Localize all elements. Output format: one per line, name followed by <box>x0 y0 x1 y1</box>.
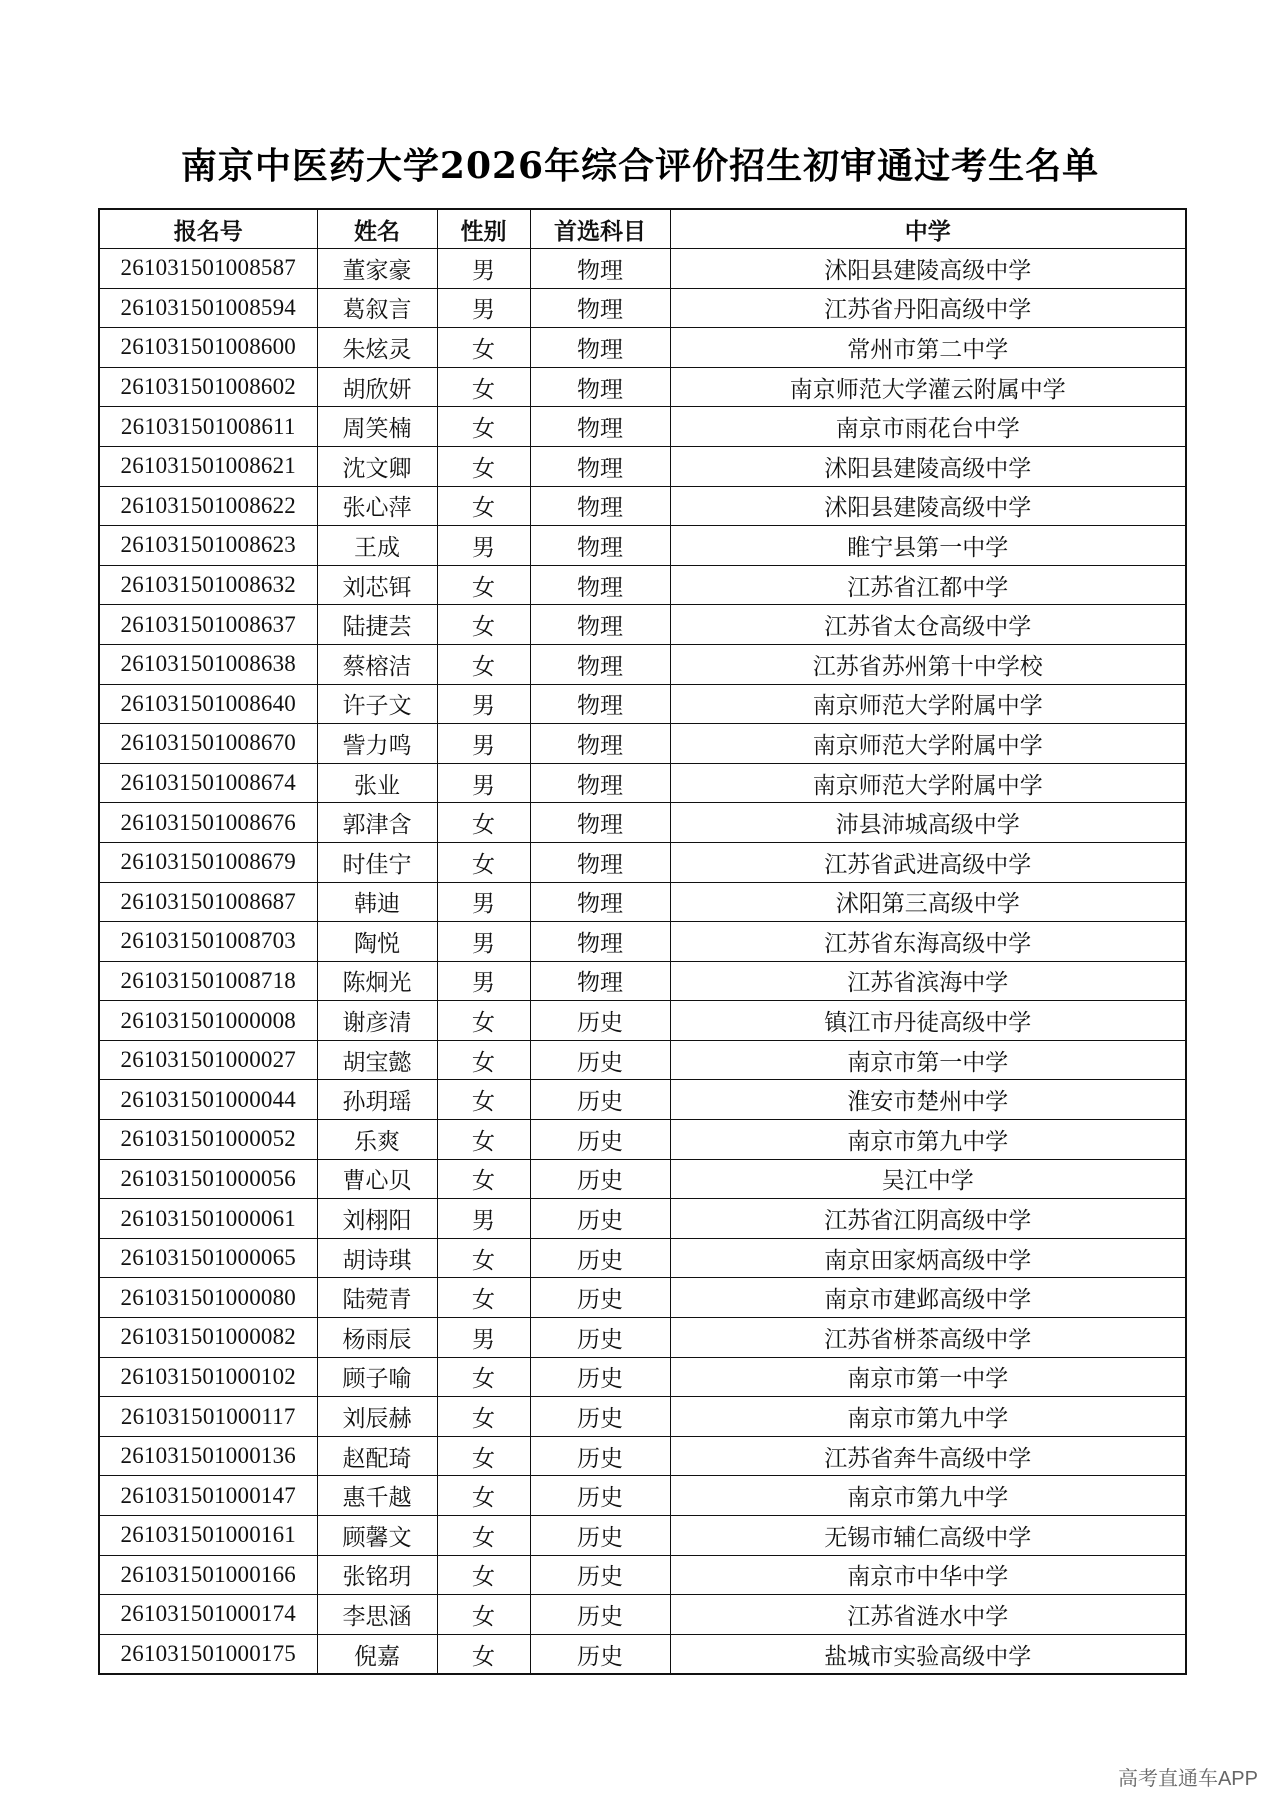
cell-registration-number: 261031501008611 <box>99 407 317 447</box>
cell-gender: 男 <box>437 961 530 1001</box>
cell-gender: 男 <box>437 526 530 566</box>
cell-gender: 女 <box>437 605 530 645</box>
cell-primary-subject: 历史 <box>530 1238 670 1278</box>
cell-gender: 男 <box>437 1318 530 1358</box>
cell-name: 刘栩阳 <box>317 1199 437 1239</box>
cell-registration-number: 261031501000027 <box>99 1040 317 1080</box>
cell-school: 南京市雨花台中学 <box>670 407 1186 447</box>
cell-registration-number: 261031501008622 <box>99 486 317 526</box>
table-row <box>99 1516 1186 1556</box>
cell-school: 镇江市丹徒高级中学 <box>670 1001 1186 1041</box>
table-body <box>99 249 1186 1675</box>
header-gender: 性别 <box>437 209 530 249</box>
cell-school: 南京师范大学附属中学 <box>670 724 1186 764</box>
applicant-table-container <box>98 208 1185 1675</box>
table-row <box>99 1001 1186 1041</box>
cell-name: 刘芯铒 <box>317 565 437 605</box>
cell-registration-number: 261031501008632 <box>99 565 317 605</box>
cell-primary-subject: 物理 <box>530 684 670 724</box>
cell-name: 时佳宁 <box>317 842 437 882</box>
cell-primary-subject: 物理 <box>530 288 670 328</box>
cell-registration-number: 261031501000061 <box>99 1199 317 1239</box>
cell-registration-number: 261031501008600 <box>99 328 317 368</box>
cell-name: 张业 <box>317 763 437 803</box>
cell-name: 朱炫灵 <box>317 328 437 368</box>
cell-school: 江苏省涟水中学 <box>670 1595 1186 1635</box>
cell-school: 沛县沛城高级中学 <box>670 803 1186 843</box>
header-primary-subject: 首选科目 <box>530 209 670 249</box>
cell-primary-subject: 历史 <box>530 1476 670 1516</box>
cell-primary-subject: 历史 <box>530 1516 670 1556</box>
cell-gender: 男 <box>437 882 530 922</box>
table-row <box>99 288 1186 328</box>
cell-primary-subject: 物理 <box>530 486 670 526</box>
cell-name: 胡欣妍 <box>317 367 437 407</box>
cell-gender: 女 <box>437 1120 530 1160</box>
cell-name: 郭津含 <box>317 803 437 843</box>
table-row <box>99 605 1186 645</box>
cell-gender: 女 <box>437 644 530 684</box>
cell-school: 南京市第九中学 <box>670 1120 1186 1160</box>
cell-school: 江苏省江阴高级中学 <box>670 1199 1186 1239</box>
cell-gender: 男 <box>437 684 530 724</box>
cell-primary-subject: 物理 <box>530 763 670 803</box>
cell-registration-number: 261031501000117 <box>99 1397 317 1437</box>
cell-gender: 男 <box>437 763 530 803</box>
table-row <box>99 684 1186 724</box>
cell-primary-subject: 物理 <box>530 842 670 882</box>
cell-name: 韩迪 <box>317 882 437 922</box>
cell-name: 杨雨辰 <box>317 1318 437 1358</box>
cell-school: 南京市第九中学 <box>670 1397 1186 1437</box>
table-row <box>99 1436 1186 1476</box>
cell-primary-subject: 历史 <box>530 1555 670 1595</box>
header-registration-number: 报名号 <box>99 209 317 249</box>
cell-school: 南京师范大学附属中学 <box>670 763 1186 803</box>
cell-gender: 女 <box>437 367 530 407</box>
cell-school: 江苏省江都中学 <box>670 565 1186 605</box>
cell-gender: 女 <box>437 1357 530 1397</box>
cell-registration-number: 261031501008623 <box>99 526 317 566</box>
cell-name: 惠千越 <box>317 1476 437 1516</box>
cell-primary-subject: 物理 <box>530 328 670 368</box>
cell-gender: 男 <box>437 724 530 764</box>
cell-registration-number: 261031501000166 <box>99 1555 317 1595</box>
cell-gender: 女 <box>437 1516 530 1556</box>
cell-primary-subject: 物理 <box>530 882 670 922</box>
cell-school: 江苏省苏州第十中学校 <box>670 644 1186 684</box>
cell-gender: 女 <box>437 407 530 447</box>
cell-registration-number: 261031501008594 <box>99 288 317 328</box>
cell-registration-number: 261031501000161 <box>99 1516 317 1556</box>
cell-gender: 女 <box>437 1634 530 1674</box>
cell-name: 顾子喻 <box>317 1357 437 1397</box>
cell-school: 南京市建邺高级中学 <box>670 1278 1186 1318</box>
cell-primary-subject: 历史 <box>530 1595 670 1635</box>
cell-school: 江苏省奔牛高级中学 <box>670 1436 1186 1476</box>
cell-primary-subject: 物理 <box>530 605 670 645</box>
cell-name: 陶悦 <box>317 922 437 962</box>
cell-name: 董家豪 <box>317 249 437 289</box>
cell-gender: 女 <box>437 1595 530 1635</box>
cell-school: 南京市第九中学 <box>670 1476 1186 1516</box>
cell-gender: 女 <box>437 1001 530 1041</box>
cell-school: 南京田家炳高级中学 <box>670 1238 1186 1278</box>
cell-school: 无锡市辅仁高级中学 <box>670 1516 1186 1556</box>
table-row <box>99 724 1186 764</box>
cell-gender: 女 <box>437 803 530 843</box>
table-row <box>99 644 1186 684</box>
cell-school: 盐城市实验高级中学 <box>670 1634 1186 1674</box>
cell-name: 王成 <box>317 526 437 566</box>
cell-primary-subject: 历史 <box>530 1278 670 1318</box>
cell-registration-number: 261031501000008 <box>99 1001 317 1041</box>
table-row <box>99 446 1186 486</box>
cell-name: 葛叙言 <box>317 288 437 328</box>
cell-registration-number: 261031501000056 <box>99 1159 317 1199</box>
table-row <box>99 1278 1186 1318</box>
cell-school: 沭阳县建陵高级中学 <box>670 446 1186 486</box>
cell-name: 周笑楠 <box>317 407 437 447</box>
cell-primary-subject: 历史 <box>530 1159 670 1199</box>
cell-gender: 女 <box>437 1238 530 1278</box>
cell-school: 南京市中华中学 <box>670 1555 1186 1595</box>
cell-primary-subject: 历史 <box>530 1120 670 1160</box>
cell-registration-number: 261031501000175 <box>99 1634 317 1674</box>
cell-registration-number: 261031501000052 <box>99 1120 317 1160</box>
cell-name: 沈文卿 <box>317 446 437 486</box>
table-row <box>99 407 1186 447</box>
cell-school: 沭阳县建陵高级中学 <box>670 486 1186 526</box>
cell-registration-number: 261031501008703 <box>99 922 317 962</box>
cell-name: 顾馨文 <box>317 1516 437 1556</box>
applicant-table <box>98 208 1187 1675</box>
table-row <box>99 1357 1186 1397</box>
cell-school: 淮安市楚州中学 <box>670 1080 1186 1120</box>
cell-name: 孙玥瑶 <box>317 1080 437 1120</box>
cell-gender: 女 <box>437 1159 530 1199</box>
table-row <box>99 961 1186 1001</box>
table-row <box>99 1120 1186 1160</box>
cell-school: 江苏省栟茶高级中学 <box>670 1318 1186 1358</box>
cell-primary-subject: 物理 <box>530 644 670 684</box>
cell-registration-number: 261031501000044 <box>99 1080 317 1120</box>
cell-gender: 男 <box>437 1199 530 1239</box>
cell-school: 南京师范大学附属中学 <box>670 684 1186 724</box>
cell-name: 谢彦清 <box>317 1001 437 1041</box>
cell-gender: 女 <box>437 446 530 486</box>
table-row <box>99 565 1186 605</box>
cell-name: 刘辰赫 <box>317 1397 437 1437</box>
cell-name: 赵配琦 <box>317 1436 437 1476</box>
cell-school: 江苏省东海高级中学 <box>670 922 1186 962</box>
watermark: 高考直通车APP <box>1117 1768 1258 1790</box>
cell-school: 睢宁县第一中学 <box>670 526 1186 566</box>
cell-gender: 男 <box>437 922 530 962</box>
cell-school: 南京市第一中学 <box>670 1357 1186 1397</box>
cell-gender: 男 <box>437 249 530 289</box>
cell-primary-subject: 物理 <box>530 526 670 566</box>
cell-name: 胡诗琪 <box>317 1238 437 1278</box>
cell-registration-number: 261031501000147 <box>99 1476 317 1516</box>
table-row <box>99 882 1186 922</box>
table-header-row <box>99 209 1186 249</box>
cell-primary-subject: 历史 <box>530 1436 670 1476</box>
document-title: 南京中医药大学2026年综合评价招生初审通过考生名单 <box>180 145 1100 187</box>
cell-school: 常州市第二中学 <box>670 328 1186 368</box>
cell-name: 曹心贝 <box>317 1159 437 1199</box>
cell-registration-number: 261031501008674 <box>99 763 317 803</box>
table-row <box>99 1040 1186 1080</box>
cell-primary-subject: 历史 <box>530 1357 670 1397</box>
cell-registration-number: 261031501008637 <box>99 605 317 645</box>
cell-gender: 女 <box>437 1555 530 1595</box>
table-row <box>99 803 1186 843</box>
cell-primary-subject: 历史 <box>530 1318 670 1358</box>
cell-primary-subject: 物理 <box>530 922 670 962</box>
cell-primary-subject: 历史 <box>530 1634 670 1674</box>
cell-primary-subject: 历史 <box>530 1001 670 1041</box>
table-row <box>99 763 1186 803</box>
cell-registration-number: 261031501000102 <box>99 1357 317 1397</box>
cell-primary-subject: 历史 <box>530 1199 670 1239</box>
cell-school: 江苏省太仓高级中学 <box>670 605 1186 645</box>
cell-registration-number: 261031501000136 <box>99 1436 317 1476</box>
table-row <box>99 1238 1186 1278</box>
cell-registration-number: 261031501008670 <box>99 724 317 764</box>
cell-name: 张铭玥 <box>317 1555 437 1595</box>
cell-primary-subject: 物理 <box>530 565 670 605</box>
cell-registration-number: 261031501008687 <box>99 882 317 922</box>
cell-registration-number: 261031501008640 <box>99 684 317 724</box>
cell-primary-subject: 历史 <box>530 1080 670 1120</box>
cell-gender: 女 <box>437 1476 530 1516</box>
table-row <box>99 1634 1186 1674</box>
table-row <box>99 922 1186 962</box>
cell-school: 沭阳第三高级中学 <box>670 882 1186 922</box>
cell-school: 江苏省丹阳高级中学 <box>670 288 1186 328</box>
table-row <box>99 1476 1186 1516</box>
cell-primary-subject: 物理 <box>530 407 670 447</box>
table-row <box>99 367 1186 407</box>
cell-school: 南京师范大学灌云附属中学 <box>670 367 1186 407</box>
cell-school: 南京市第一中学 <box>670 1040 1186 1080</box>
cell-school: 沭阳县建陵高级中学 <box>670 249 1186 289</box>
cell-gender: 女 <box>437 1080 530 1120</box>
cell-name: 陈炯光 <box>317 961 437 1001</box>
cell-name: 蔡榕洁 <box>317 644 437 684</box>
cell-registration-number: 261031501008602 <box>99 367 317 407</box>
cell-gender: 女 <box>437 1040 530 1080</box>
cell-registration-number: 261031501008621 <box>99 446 317 486</box>
cell-registration-number: 261031501000065 <box>99 1238 317 1278</box>
table-row <box>99 526 1186 566</box>
table-row <box>99 249 1186 289</box>
cell-gender: 女 <box>437 565 530 605</box>
cell-gender: 女 <box>437 1397 530 1437</box>
cell-name: 李思涵 <box>317 1595 437 1635</box>
cell-primary-subject: 物理 <box>530 724 670 764</box>
cell-name: 倪嘉 <box>317 1634 437 1674</box>
cell-gender: 女 <box>437 328 530 368</box>
table-row <box>99 1318 1186 1358</box>
cell-primary-subject: 物理 <box>530 803 670 843</box>
header-name: 姓名 <box>317 209 437 249</box>
cell-registration-number: 261031501000080 <box>99 1278 317 1318</box>
table-row <box>99 1595 1186 1635</box>
cell-registration-number: 261031501008679 <box>99 842 317 882</box>
cell-name: 张心萍 <box>317 486 437 526</box>
cell-name: 胡宝懿 <box>317 1040 437 1080</box>
cell-primary-subject: 历史 <box>530 1040 670 1080</box>
cell-registration-number: 261031501008587 <box>99 249 317 289</box>
cell-registration-number: 261031501008638 <box>99 644 317 684</box>
cell-gender: 女 <box>437 1278 530 1318</box>
cell-gender: 女 <box>437 1436 530 1476</box>
cell-registration-number: 261031501000082 <box>99 1318 317 1358</box>
cell-registration-number: 261031501000174 <box>99 1595 317 1635</box>
table-row <box>99 842 1186 882</box>
table-row <box>99 1555 1186 1595</box>
header-school: 中学 <box>670 209 1186 249</box>
cell-name: 陆捷芸 <box>317 605 437 645</box>
cell-school: 江苏省滨海中学 <box>670 961 1186 1001</box>
table-row <box>99 1397 1186 1437</box>
table-row <box>99 1080 1186 1120</box>
cell-registration-number: 261031501008718 <box>99 961 317 1001</box>
cell-primary-subject: 物理 <box>530 367 670 407</box>
cell-gender: 女 <box>437 842 530 882</box>
cell-name: 乐爽 <box>317 1120 437 1160</box>
cell-name: 訾力鸣 <box>317 724 437 764</box>
table-row <box>99 486 1186 526</box>
table-row <box>99 328 1186 368</box>
cell-gender: 女 <box>437 486 530 526</box>
cell-registration-number: 261031501008676 <box>99 803 317 843</box>
cell-name: 许子文 <box>317 684 437 724</box>
cell-primary-subject: 历史 <box>530 1397 670 1437</box>
table-row <box>99 1159 1186 1199</box>
cell-primary-subject: 物理 <box>530 961 670 1001</box>
cell-gender: 男 <box>437 288 530 328</box>
table-row <box>99 1199 1186 1239</box>
cell-name: 陆菀青 <box>317 1278 437 1318</box>
cell-school: 江苏省武进高级中学 <box>670 842 1186 882</box>
cell-primary-subject: 物理 <box>530 446 670 486</box>
cell-school: 吴江中学 <box>670 1159 1186 1199</box>
cell-primary-subject: 物理 <box>530 249 670 289</box>
